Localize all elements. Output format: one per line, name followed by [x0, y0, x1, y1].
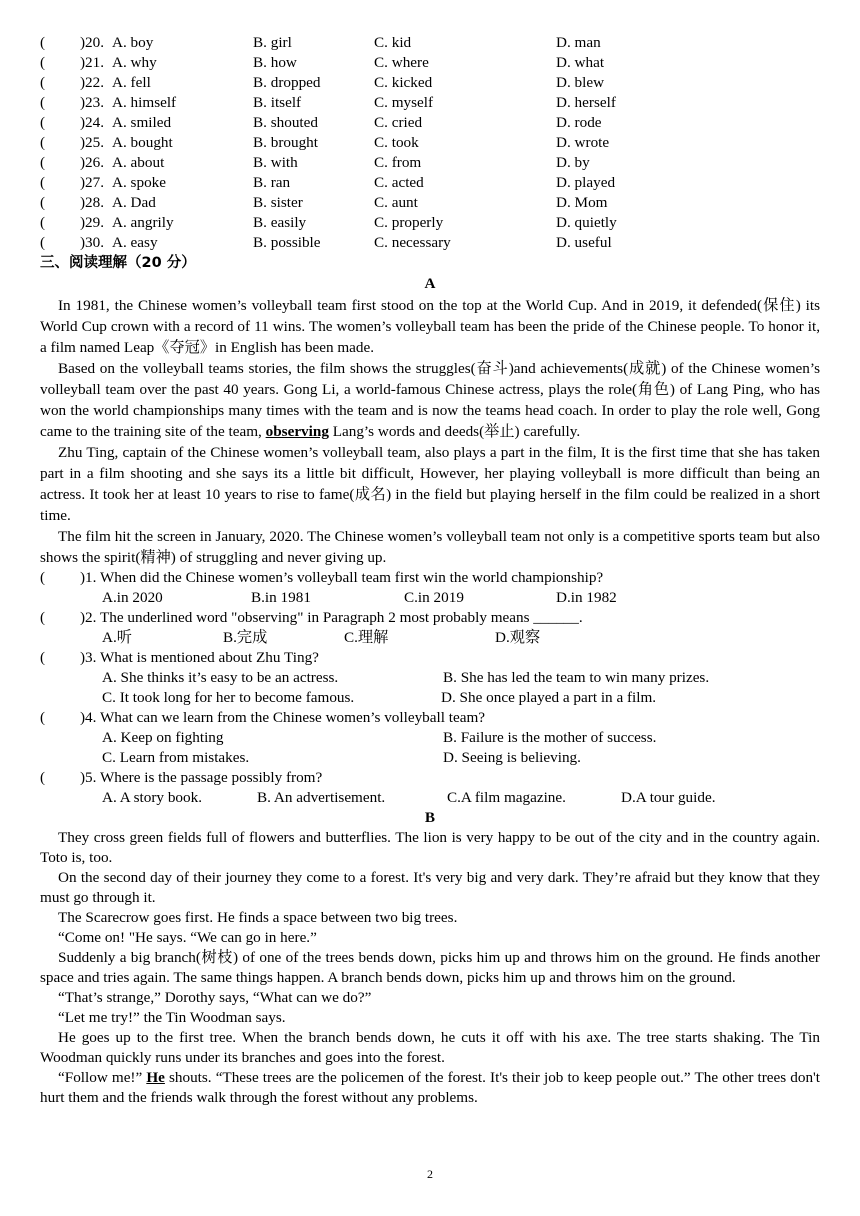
option-b: B. itself: [253, 94, 302, 111]
answer-bracket[interactable]: (: [40, 114, 46, 131]
cloze-row: [40, 173, 820, 193]
option-a: A. smiled: [112, 114, 172, 131]
passage-b-letter: B: [424, 809, 436, 826]
section-title: 三、阅读理解（20 分）: [40, 255, 196, 271]
answer-bracket[interactable]: (: [40, 769, 46, 786]
p2-text-before: Based on the volleyball teams stories, the film shows the struggles(奋斗)and achievements(成就) of the Chinese women’s volleyball team over the past 40 years. Gong Li, a world-famous Chinese actress, plays the role(角色) of Lang Ping, who has won the world championships many times with the team and is now the teams head coach. In order to play the role well, Gong came to the training site of the team,: [40, 360, 820, 440]
option-d: D. useful: [556, 234, 612, 251]
option-b: B. shouted: [253, 114, 318, 131]
answer-bracket[interactable]: (: [40, 569, 46, 586]
option-c: C. aunt: [374, 194, 418, 211]
option-d: D. blew: [556, 74, 605, 91]
option-d: D. quietly: [556, 214, 617, 231]
answer-bracket[interactable]: (: [40, 74, 46, 91]
underlined-word-observing: observing: [265, 423, 329, 440]
option-a: A. Keep on fighting: [102, 729, 224, 746]
question-stem: )3. What is mentioned about Zhu Ting?: [80, 649, 319, 666]
question-3-options-ab: [40, 668, 820, 688]
question-1: [40, 568, 820, 588]
question-stem: )2. The underlined word "observing" in Paragraph 2 most probably means ______.: [80, 609, 583, 626]
option-c: C. necessary: [374, 234, 451, 251]
answer-bracket[interactable]: (: [40, 609, 46, 626]
cloze-row: [40, 113, 820, 133]
cloze-row: [40, 213, 820, 233]
cloze-row: [40, 33, 820, 53]
passage-b-paragraph-4: “Come on! "He says. “We can go in here.”: [58, 929, 317, 946]
question-number: )23.: [80, 94, 105, 111]
option-b: B. dropped: [253, 74, 321, 91]
answer-bracket[interactable]: (: [40, 709, 46, 726]
option-c: C.A film magazine.: [447, 789, 566, 806]
option-c: C. kid: [374, 34, 412, 51]
passage-a-letter: A: [424, 275, 436, 292]
passage-a-paragraph-2: [40, 358, 820, 442]
cloze-row: [40, 193, 820, 213]
option-c: C. Learn from mistakes.: [102, 749, 250, 766]
question-4: [40, 708, 820, 728]
cloze-row: [40, 53, 820, 73]
option-a: A.in 2020: [102, 589, 163, 606]
option-b: B. girl: [253, 34, 292, 51]
cloze-row: [40, 153, 820, 173]
question-number: )27.: [80, 174, 105, 191]
answer-bracket[interactable]: (: [40, 649, 46, 666]
question-4-options-cd: [40, 748, 820, 768]
passage-b-paragraph-1: They cross green fields full of flowers and butterflies. The lion is very happy to be out of the city and in the country again. Toto is, too.: [40, 829, 820, 866]
option-d: D. She once played a part in a film.: [441, 689, 657, 706]
question-1-options: [40, 588, 820, 608]
option-b: B. sister: [253, 194, 303, 211]
answer-bracket[interactable]: (: [40, 134, 46, 151]
answer-bracket[interactable]: (: [40, 174, 46, 191]
option-a: A. easy: [112, 234, 158, 251]
option-a: A. spoke: [112, 174, 166, 191]
option-c: C. kicked: [374, 74, 433, 91]
passage-a-paragraph-1: In 1981, the Chinese women’s volleyball team first stood on the top at the World Cup. And in 2019, it defended(保住) its World Cup crown with a record of 11 wins. The women’s volleyball team has been the pride of the Chinese people. To honor it, a film named Leap《夺冠》in English has been made.: [40, 297, 820, 356]
question-number: )25.: [80, 134, 105, 151]
question-5: [40, 768, 820, 788]
page-number: 2: [427, 1167, 433, 1181]
question-3: [40, 648, 820, 668]
option-d: D. Seeing is believing.: [443, 749, 581, 766]
answer-bracket[interactable]: (: [40, 54, 46, 71]
answer-bracket[interactable]: (: [40, 214, 46, 231]
option-b: B. ran: [253, 174, 291, 191]
passage-b-paragraph-7: “Let me try!” the Tin Woodman says.: [58, 1009, 286, 1026]
question-number: )20.: [80, 34, 105, 51]
option-a: A. She thinks it’s easy to be an actress.: [102, 669, 339, 686]
worksheet-page: [40, 33, 820, 1108]
option-a: A. boy: [112, 34, 154, 51]
cloze-row: [40, 133, 820, 153]
option-b: B. possible: [253, 234, 321, 251]
passage-b-paragraph-3: The Scarecrow goes first. He finds a space between two big trees.: [58, 909, 458, 926]
answer-bracket[interactable]: (: [40, 94, 46, 111]
question-number: )22.: [80, 74, 105, 91]
question-stem: )1. When did the Chinese women’s volleyball team first win the world championship?: [80, 569, 604, 586]
option-b: B.完成: [223, 629, 268, 646]
cloze-row: [40, 73, 820, 93]
question-number: )28.: [80, 194, 105, 211]
option-b: B. brought: [253, 134, 318, 151]
option-a: A. about: [112, 154, 165, 171]
question-stem: )4. What can we learn from the Chinese women’s volleyball team?: [80, 709, 486, 726]
answer-bracket[interactable]: (: [40, 194, 46, 211]
question-number: )26.: [80, 154, 105, 171]
option-d: D.A tour guide.: [621, 789, 716, 806]
answer-bracket[interactable]: (: [40, 154, 46, 171]
cloze-row: [40, 233, 820, 253]
option-c: C.理解: [344, 629, 389, 646]
question-number: )30.: [80, 234, 105, 251]
option-a: A. why: [112, 54, 157, 71]
option-a: A. himself: [112, 94, 177, 111]
option-c: C. from: [374, 154, 422, 171]
passage-b-paragraph-8: He goes up to the first tree. When the branch bends down, he cuts it off with his axe. The tree starts shaking. The Tin Woodman quickly runs under its branches and goes into the forest.: [40, 1029, 820, 1066]
option-d: D. played: [556, 174, 616, 191]
option-a: A. Dad: [112, 194, 156, 211]
option-c: C. It took long for her to become famous.: [102, 689, 355, 706]
option-c: C. where: [374, 54, 429, 71]
option-c: C. acted: [374, 174, 424, 191]
option-a: A. angrily: [112, 214, 174, 231]
option-d: D. rode: [556, 114, 602, 131]
option-d: D. by: [556, 154, 590, 171]
option-d: D.in 1982: [556, 589, 617, 606]
question-number: )29.: [80, 214, 105, 231]
passage-a-paragraph-3: Zhu Ting, captain of the Chinese women’s volleyball team, also plays a part in the film, It is the first time that she has taken part in a film shooting and she says its a little bit difficult, However, her playing volleyball is more difficult than being an actress. It took her at least 10 years to rise to fame(成名) in the field but playing herself in the film could be realized in a short time.: [40, 444, 820, 524]
option-c: C. myself: [374, 94, 434, 111]
question-2-options: [40, 628, 820, 648]
underlined-word-he: He: [146, 1069, 165, 1086]
passage-b-paragraph-2: On the second day of their journey they come to a forest. It's very big and very dark. They’re afraid but they know that they must go through it.: [40, 869, 820, 906]
option-b: B.in 1981: [251, 589, 311, 606]
p9-text-before: “Follow me!”: [58, 1069, 147, 1086]
cloze-options: [40, 33, 820, 253]
p2-text-after: Lang’s words and deeds(举止) carefully.: [328, 423, 581, 440]
passage-b-paragraph-9: [40, 1068, 820, 1108]
passage-a-paragraph-4: The film hit the screen in January, 2020. The Chinese women’s volleyball team not only is a competitive sports team but also shows the spirit(精神) of struggling and never giving up.: [40, 528, 820, 566]
option-d: D. man: [556, 34, 601, 51]
question-stem: )5. Where is the passage possibly from?: [80, 769, 323, 786]
option-b: B. with: [253, 154, 298, 171]
question-5-options: [40, 788, 820, 808]
option-c: C. took: [374, 134, 419, 151]
question-2: [40, 608, 820, 628]
option-b: B. An advertisement.: [257, 789, 386, 806]
question-3-options-cd: [40, 688, 820, 708]
option-d: D. what: [556, 54, 605, 71]
option-b: B. Failure is the mother of success.: [443, 729, 657, 746]
passage-b-paragraph-6: “That’s strange,” Dorothy says, “What can we do?”: [58, 989, 372, 1006]
option-b: B. She has led the team to win many prizes.: [443, 669, 710, 686]
option-b: B. how: [253, 54, 297, 71]
passage-b-paragraph-5: Suddenly a big branch(树枝) of one of the trees bends down, picks him up and throws him on the ground. He finds another space and tries again. The same things happen. A branch bends down, picks him up and throws him on the ground.: [40, 949, 820, 986]
p9-text-after: shouts. “These trees are the policemen of the forest. It's their job to keep people out.” The other trees don't hurt them and the friends walk through the forest without any problems.: [40, 1069, 820, 1106]
cloze-row: [40, 93, 820, 113]
option-a: A. A story book.: [102, 789, 202, 806]
option-d: D. herself: [556, 94, 616, 111]
answer-bracket[interactable]: (: [40, 234, 46, 251]
option-c: C. properly: [374, 214, 444, 231]
option-d: D.观察: [495, 629, 541, 646]
question-4-options-ab: [40, 728, 820, 748]
question-number: )24.: [80, 114, 105, 131]
option-b: B. easily: [253, 214, 307, 231]
option-a: A. bought: [112, 134, 173, 151]
option-a: A. fell: [112, 74, 151, 91]
answer-bracket[interactable]: (: [40, 34, 46, 51]
option-a: A.听: [102, 629, 132, 646]
option-d: D. wrote: [556, 134, 610, 151]
option-c: C. cried: [374, 114, 423, 131]
question-number: )21.: [80, 54, 105, 71]
option-c: C.in 2019: [404, 589, 464, 606]
option-d: D. Mom: [556, 194, 608, 211]
